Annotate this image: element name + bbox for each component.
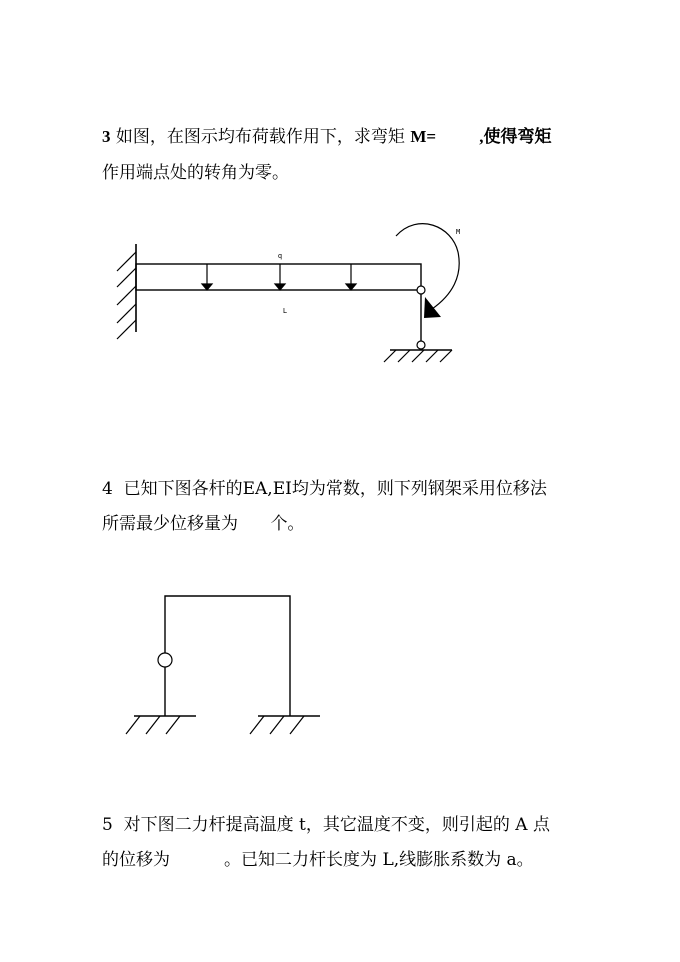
question-3-number: 3: [102, 127, 111, 146]
question-4-text-b: 个。: [270, 514, 305, 534]
question-5-line-1: 5 对下图二力杆提高温度 t，其它温度不变，则引起的 A 点: [102, 815, 550, 835]
question-3-line-2: 作用端点处的转角为零。: [102, 163, 289, 183]
portal-frame: [165, 596, 290, 716]
question-4-line-1: 4 已知下图各杆的EA,EI均为常数，则下列钢架采用位移法: [102, 479, 547, 499]
question-3-text-b: ,使得弯矩: [479, 127, 552, 146]
moment-symbol: M=: [410, 127, 437, 146]
moment-label: M: [456, 228, 461, 236]
column-hinge: [158, 653, 172, 667]
right-ground-hatching: [250, 716, 304, 734]
question-5-text-a: 的位移为: [102, 850, 170, 870]
length-label: L: [282, 307, 288, 315]
question-3-text-a: 如图，在图示均布荷载作用下，求弯矩: [110, 127, 411, 147]
left-ground-hatching: [126, 716, 180, 734]
question-4-text-a: 所需最少位移量为: [102, 514, 238, 534]
answer-blank: [170, 850, 224, 870]
question-5-text-b: 。已知二力杆长度为 L,线膨胀系数为 a。: [224, 850, 534, 870]
load-label: q: [277, 252, 283, 260]
question-5-line-2: [102, 849, 534, 871]
